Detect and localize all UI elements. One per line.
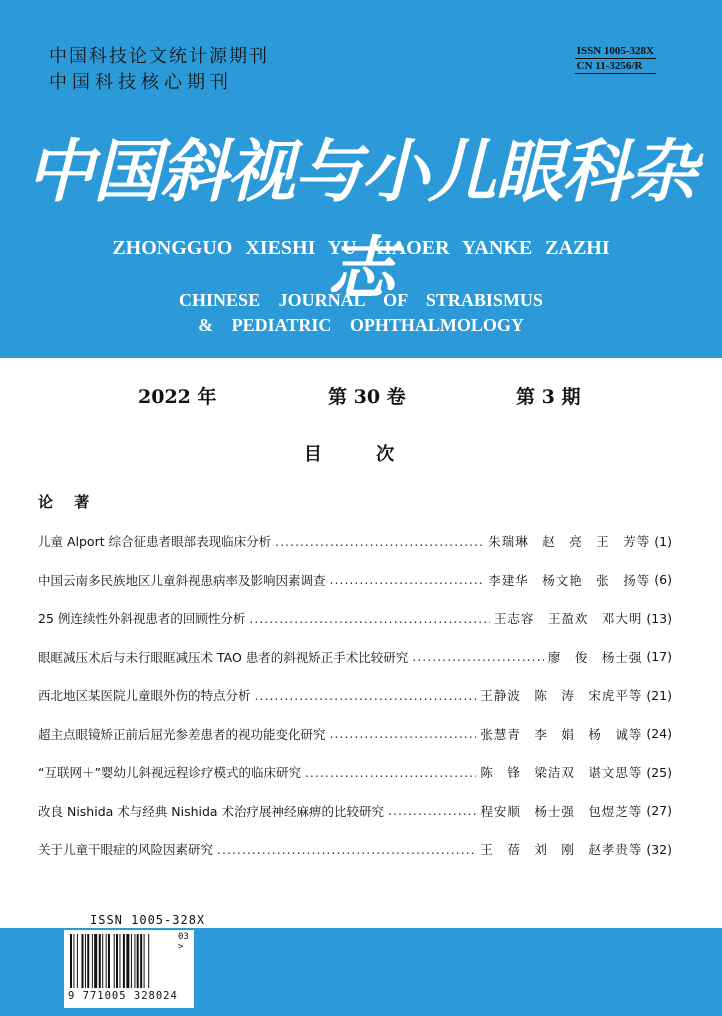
article-authors: 王志容 王盈欢 邓大明 bbox=[493, 611, 643, 626]
barcode-bar bbox=[144, 934, 145, 988]
barcode-bar bbox=[114, 934, 115, 988]
leader-dots bbox=[249, 611, 489, 626]
issn-block bbox=[575, 44, 656, 74]
barcode-bar bbox=[99, 934, 101, 988]
article-authors: 程安顺 杨士强 包煜芝等 bbox=[480, 803, 643, 819]
barcode-bar bbox=[134, 934, 135, 988]
article-title: 25 例连续性外斜视患者的回顾性分析 bbox=[38, 611, 246, 626]
article-page: (32) bbox=[646, 841, 672, 857]
article-page: (25) bbox=[646, 764, 672, 780]
barcode-bar bbox=[140, 934, 142, 988]
article-page: (1) bbox=[654, 533, 672, 549]
barcode-bar bbox=[85, 934, 86, 988]
article-title: 超主点眼镜矫正前后屈光参差患者的视功能变化研究 bbox=[38, 726, 326, 742]
contents-heading: 目 次 bbox=[303, 444, 419, 465]
toc-entry bbox=[38, 570, 672, 590]
article-page: (21) bbox=[646, 687, 672, 703]
journal-title-chinese: 中国斜视与小儿眼科杂志 bbox=[25, 132, 696, 309]
article-authors: 王静波 陈 涛 宋虎平等 bbox=[480, 688, 643, 703]
article-authors: 李建华 杨文艳 张 扬等 bbox=[488, 572, 651, 588]
barcode-bar bbox=[116, 934, 118, 988]
barcode-addon: 03 > bbox=[178, 932, 189, 952]
issue-volume: 第 30 卷 bbox=[328, 386, 406, 408]
barcode-bar bbox=[70, 934, 72, 988]
barcode-digits: 9 771005 328024 bbox=[68, 990, 178, 1002]
article-page: (6) bbox=[654, 572, 672, 587]
barcode-issn: ISSN 1005-328X bbox=[90, 913, 206, 927]
leader-dots bbox=[388, 803, 476, 818]
toc-entry bbox=[38, 608, 672, 628]
barcode-bar bbox=[87, 934, 89, 988]
barcode-bar bbox=[148, 934, 149, 988]
barcode-bar bbox=[102, 934, 103, 988]
leader-dots bbox=[217, 842, 476, 857]
article-authors: 张慧青 李 娟 杨 诚等 bbox=[480, 726, 643, 742]
barcode-bars bbox=[68, 932, 178, 990]
barcode-bar bbox=[126, 934, 129, 988]
leader-dots bbox=[330, 726, 477, 741]
journal-title-english-line2: & PEDIATRIC OPHTHALMOLOGY bbox=[198, 315, 524, 335]
toc-entry bbox=[38, 762, 672, 782]
barcode-bar bbox=[77, 934, 78, 988]
barcode-bar bbox=[106, 934, 107, 988]
toc-entry bbox=[38, 531, 672, 551]
core-journal-label: 中国科技核心期刊 bbox=[49, 72, 233, 93]
article-authors: 陈 锋 梁洁双 谌文思等 bbox=[480, 765, 643, 780]
barcode bbox=[64, 930, 194, 1008]
article-title: 眼眶减压术后与未行眼眶减压术 TAO 患者的斜视矫正手术比较研究 bbox=[38, 649, 409, 665]
article-authors: 朱瑞琳 赵 亮 王 芳等 bbox=[488, 534, 651, 549]
leader-dots bbox=[412, 649, 544, 664]
article-title: 改良 Nishida 术与经典 Nishida 术治疗展神经麻痹的比较研究 bbox=[38, 803, 385, 819]
barcode-bar bbox=[108, 934, 110, 988]
article-page: (13) bbox=[646, 610, 672, 626]
toc-entry bbox=[38, 685, 672, 705]
cn-number: CN 11-3256/R bbox=[575, 59, 656, 74]
barcode-bar bbox=[123, 934, 125, 988]
article-title: 西北地区某医院儿童眼外伤的特点分析 bbox=[38, 688, 251, 703]
barcode-bar bbox=[73, 934, 74, 988]
article-page: (24) bbox=[646, 726, 672, 741]
leader-dots bbox=[275, 534, 484, 549]
barcode-bar bbox=[92, 934, 93, 988]
journal-title-pinyin: ZHONGGUO XIESHI YU XIAOER YANKE ZAZHI bbox=[112, 237, 610, 259]
issue-number: 第 3 期 bbox=[516, 386, 581, 408]
issue-year: 2022 年 bbox=[138, 386, 217, 408]
barcode-bar bbox=[94, 934, 97, 988]
barcode-bar bbox=[137, 934, 139, 988]
toc-entry bbox=[38, 647, 672, 667]
toc-entry bbox=[38, 839, 672, 859]
leader-dots bbox=[330, 572, 485, 587]
section-heading: 论 著 bbox=[38, 493, 98, 511]
leader-dots bbox=[305, 765, 476, 780]
leader-dots bbox=[255, 688, 477, 703]
article-authors: 廖 俊 杨士强 bbox=[547, 649, 643, 665]
article-page: (17) bbox=[646, 649, 672, 664]
article-title: “互联网＋”婴幼儿斜视远程诊疗模式的临床研究 bbox=[38, 765, 301, 780]
toc-entry bbox=[38, 724, 672, 744]
toc-entry bbox=[38, 801, 672, 821]
article-title: 关于儿童干眼症的风险因素研究 bbox=[38, 842, 214, 857]
issn-number: ISSN 1005-328X bbox=[576, 45, 654, 57]
article-title: 儿童 Alport 综合征患者眼部表现临床分析 bbox=[38, 534, 272, 549]
barcode-bar bbox=[131, 934, 132, 988]
article-authors: 王 蓓 刘 刚 赵孝贵等 bbox=[480, 842, 643, 857]
source-journal-label: 中国科技论文统计源期刊 bbox=[49, 46, 269, 67]
journal-title-english-line1: CHINESE JOURNAL OF STRABISMUS bbox=[179, 290, 543, 310]
article-page: (27) bbox=[646, 803, 672, 818]
barcode-bar bbox=[82, 934, 84, 988]
barcode-bar bbox=[119, 934, 120, 988]
article-title: 中国云南多民族地区儿童斜视患病率及影响因素调查 bbox=[38, 572, 326, 588]
